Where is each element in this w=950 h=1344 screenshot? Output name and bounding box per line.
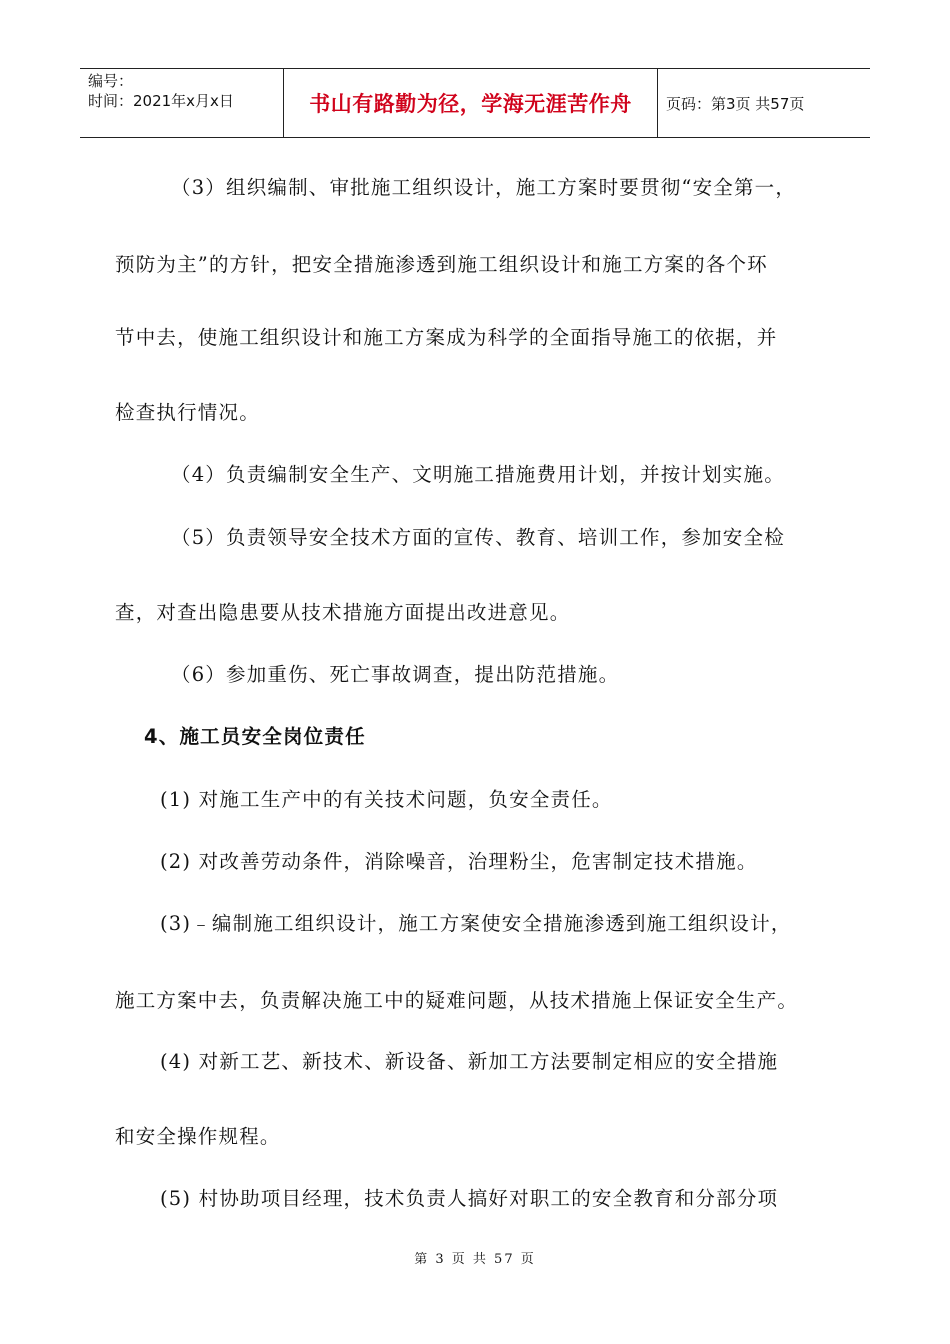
- header-motto-cell: [284, 69, 658, 137]
- header-page-info: 页码：第3页 共57页: [666, 94, 805, 113]
- header-meta: [80, 69, 284, 137]
- document-date: 时间：2021年x月x日: [88, 92, 234, 110]
- paragraph-line: （6）参加重伤、死亡事故调查，提出防范措施。: [171, 663, 620, 686]
- paragraph-line: 检查执行情况。: [115, 401, 260, 424]
- document-number-label: 编号：: [88, 72, 134, 90]
- paragraph-line: (5) 村协助项目经理，技术负责人搞好对职工的安全教育和分部分项: [160, 1187, 779, 1210]
- paragraph-line: 查，对查出隐患要从技术措施方面提出改进意见。: [115, 601, 571, 624]
- document-header: [80, 68, 870, 138]
- paragraph-line: 施工方案中去，负责解决施工中的疑难问题，从技术措施上保证安全生产。: [115, 989, 799, 1012]
- paragraph-line: 节中去，使施工组织设计和施工方案成为科学的全面指导施工的依据，并: [115, 326, 778, 349]
- page-footer: 第 3 页 共 57 页: [414, 1252, 536, 1267]
- paragraph-line: （4）负责编制安全生产、文明施工措施费用计划，并按计划实施。: [171, 463, 785, 486]
- paragraph-line: (2) 对改善劳动条件，消除噪音，治理粉尘，危害制定技术措施。: [160, 850, 758, 873]
- paragraph-line: 预防为主”的方针，把安全措施渗透到施工组织设计和施工方案的各个环: [115, 253, 768, 276]
- paragraph-line: （3）组织编制、审批施工组织设计，施工方案时要贯彻“安全第一，: [171, 176, 797, 199]
- paragraph-line: (3)﹣编制施工组织设计，施工方案使安全措施渗透到施工组织设计，: [160, 912, 792, 935]
- paragraph-line: (4) 对新工艺、新技术、新设备、新加工方法要制定相应的安全措施: [160, 1050, 779, 1073]
- section-heading: 4、施工员安全岗位责任: [144, 725, 366, 748]
- paragraph-line: (1) 对施工生产中的有关技术问题，负安全责任。: [160, 788, 613, 811]
- paragraph-line: 和安全操作规程。: [115, 1125, 281, 1148]
- paragraph-line: （5）负责领导安全技术方面的宣传、教育、培训工作，参加安全检: [171, 526, 785, 549]
- header-motto: 书山有路勤为径，学海无涯苦作舟: [309, 92, 632, 116]
